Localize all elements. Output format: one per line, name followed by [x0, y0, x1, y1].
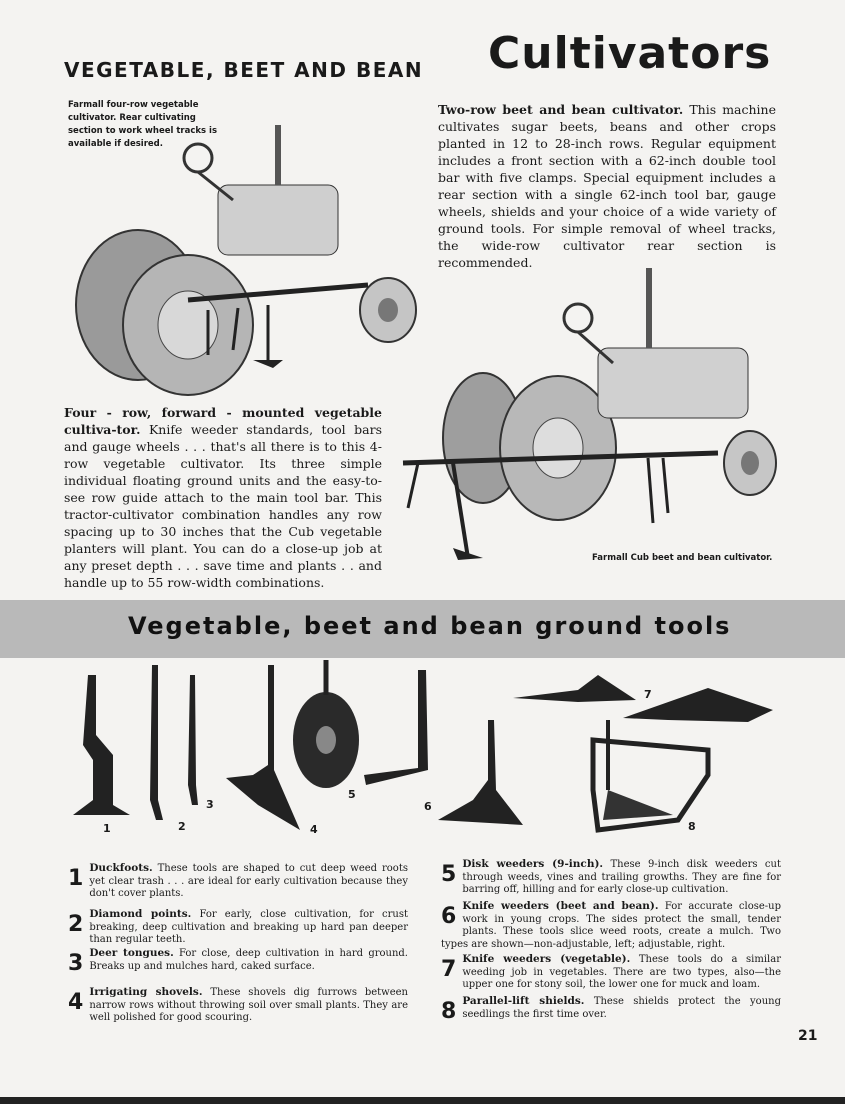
page-number: 21 — [798, 1028, 818, 1044]
two-row-body: This machine cultivates sugar beets, beans and other crops planted in 12 to 28-inch rows. Regular equipment includes a front section with a 62-inch double tool bar with five clamps. Special equipment includes a rear section with a single 62-inch tool bar, gauge wheels, shields and your choice of a wide variety of ground tools. For simple removal of wheel tracks, the wide-row cultivator rear section is recommended. — [438, 102, 776, 270]
four-row-body: Knife weeder standards, tool bars and gauge wheels . . . that's all there is to this 4-row vegetable cultivator. Its three simple individual floating ground units and the easy-to-see row guide attach to the main tool bar. This tractor-cultivator combination handles any row spacing up to 30 inches that the Cub vegetable planters will plant. You can do a close-up job at any preset depth . . . save time and plants . . and handle up to 55 row-width combinations. — [64, 422, 382, 590]
item-number: 6 — [441, 904, 457, 929]
tool-item-6 — [441, 900, 781, 951]
knife-weeder-adjustable-tool-shape — [438, 720, 523, 825]
item-title: Deer tongues. — [89, 947, 174, 959]
item-text: These tools are shaped to cut deep weed roots yet clear trash . . . are ideal for early cultivation because they don't cover plants. — [89, 863, 408, 899]
tool-item-2 — [68, 908, 408, 947]
two-row-description — [438, 101, 776, 271]
four-row-lead: Four - row, forward - mounted vegetable cultiva-tor. — [64, 405, 382, 437]
caption-beet-bean: Farmall Cub beet and bean cultivator. — [592, 553, 773, 563]
item-number: 8 — [441, 999, 457, 1024]
knife-weeder-vegetable-upper-shape — [513, 675, 636, 702]
tool-label-5: 5 — [348, 788, 356, 801]
duckfoot-tool-shape — [73, 675, 130, 815]
item-title: Parallel-lift shields. — [462, 995, 585, 1007]
ground-tools-image — [68, 660, 783, 840]
deer-tongue-tool-shape — [188, 675, 198, 805]
item-number: 7 — [441, 957, 457, 982]
page-bottom-edge — [0, 1097, 845, 1104]
item-number: 4 — [68, 990, 84, 1015]
diamond-point-tool-shape — [150, 665, 163, 820]
beet-bean-cultivator-image — [398, 268, 783, 563]
item-text: These tools do a similar weeding job in vegetables. There are two types, also—the upper one for stony soil, the lower one for muck and loam. — [462, 954, 781, 990]
caption-four-row: Farmall four-row vegetable cultivator. Rear cultivating section to work wheel tracks is available if desired. — [68, 100, 218, 149]
two-row-lead: Two-row beet and bean cultivator. — [438, 102, 684, 117]
item-title: Irrigating shovels. — [89, 986, 203, 998]
irrigating-shovel-tool-shape — [226, 665, 300, 830]
tool-label-8: 8 — [688, 820, 696, 833]
title-small: VEGETABLE, BEET AND BEAN — [64, 58, 424, 82]
tool-item-3 — [68, 947, 408, 975]
item-text: For early, close cultivation, for crust breaking, deep cultivation and breaking up hard pan deeper than regular teeth. — [89, 909, 409, 945]
item-title: Knife weeders (beet and bean). — [462, 900, 659, 912]
item-text: These shovels dig furrows between narrow rows without throwing soil over small plants. They are well polished for good scouring. — [89, 987, 409, 1023]
item-number: 2 — [68, 912, 84, 937]
item-number: 1 — [68, 866, 84, 891]
item-text: For accurate close-up work in young crops. The sides protect the small, tender plants. These tools slice weed roots, create a mulch. Two types are shown—non-adjustable, left; adjustable, right. — [441, 901, 781, 950]
tool-label-4: 4 — [310, 823, 318, 836]
item-text: These 9-inch disk weeders cut through weeds, vines and trailing growths. They are fine for barring off, hilling and for early close-up cultivation. — [462, 859, 781, 895]
title-big: Cultivators — [488, 28, 772, 79]
tool-item-5 — [441, 858, 781, 897]
item-title: Knife weeders (vegetable). — [462, 953, 631, 965]
item-title: Disk weeders (9-inch). — [462, 858, 604, 870]
tool-item-1 — [68, 862, 408, 901]
item-text: For close, deep cultivation in hard ground. Breaks up and mulches hard, caked surface. — [89, 948, 408, 972]
tool-item-8 — [441, 995, 781, 1023]
item-text: These shields protect the young seedlings the first time over. — [462, 996, 781, 1020]
item-number: 3 — [68, 951, 84, 976]
knife-weeder-beet-tool-shape — [364, 670, 428, 785]
tool-label-3: 3 — [206, 798, 214, 811]
item-number: 5 — [441, 862, 457, 887]
item-title: Diamond points. — [89, 908, 192, 920]
four-row-cultivator-image — [68, 110, 423, 395]
four-row-description — [64, 404, 382, 591]
tool-label-6: 6 — [424, 800, 432, 813]
tool-label-1: 1 — [103, 822, 111, 835]
tool-label-7: 7 — [644, 688, 652, 701]
tool-label-2: 2 — [178, 820, 186, 833]
tool-item-7 — [441, 953, 781, 992]
item-title: Duckfoots. — [89, 862, 153, 874]
tool-item-4 — [68, 986, 408, 1025]
section-title: Vegetable, beet and bean ground tools — [128, 612, 732, 640]
